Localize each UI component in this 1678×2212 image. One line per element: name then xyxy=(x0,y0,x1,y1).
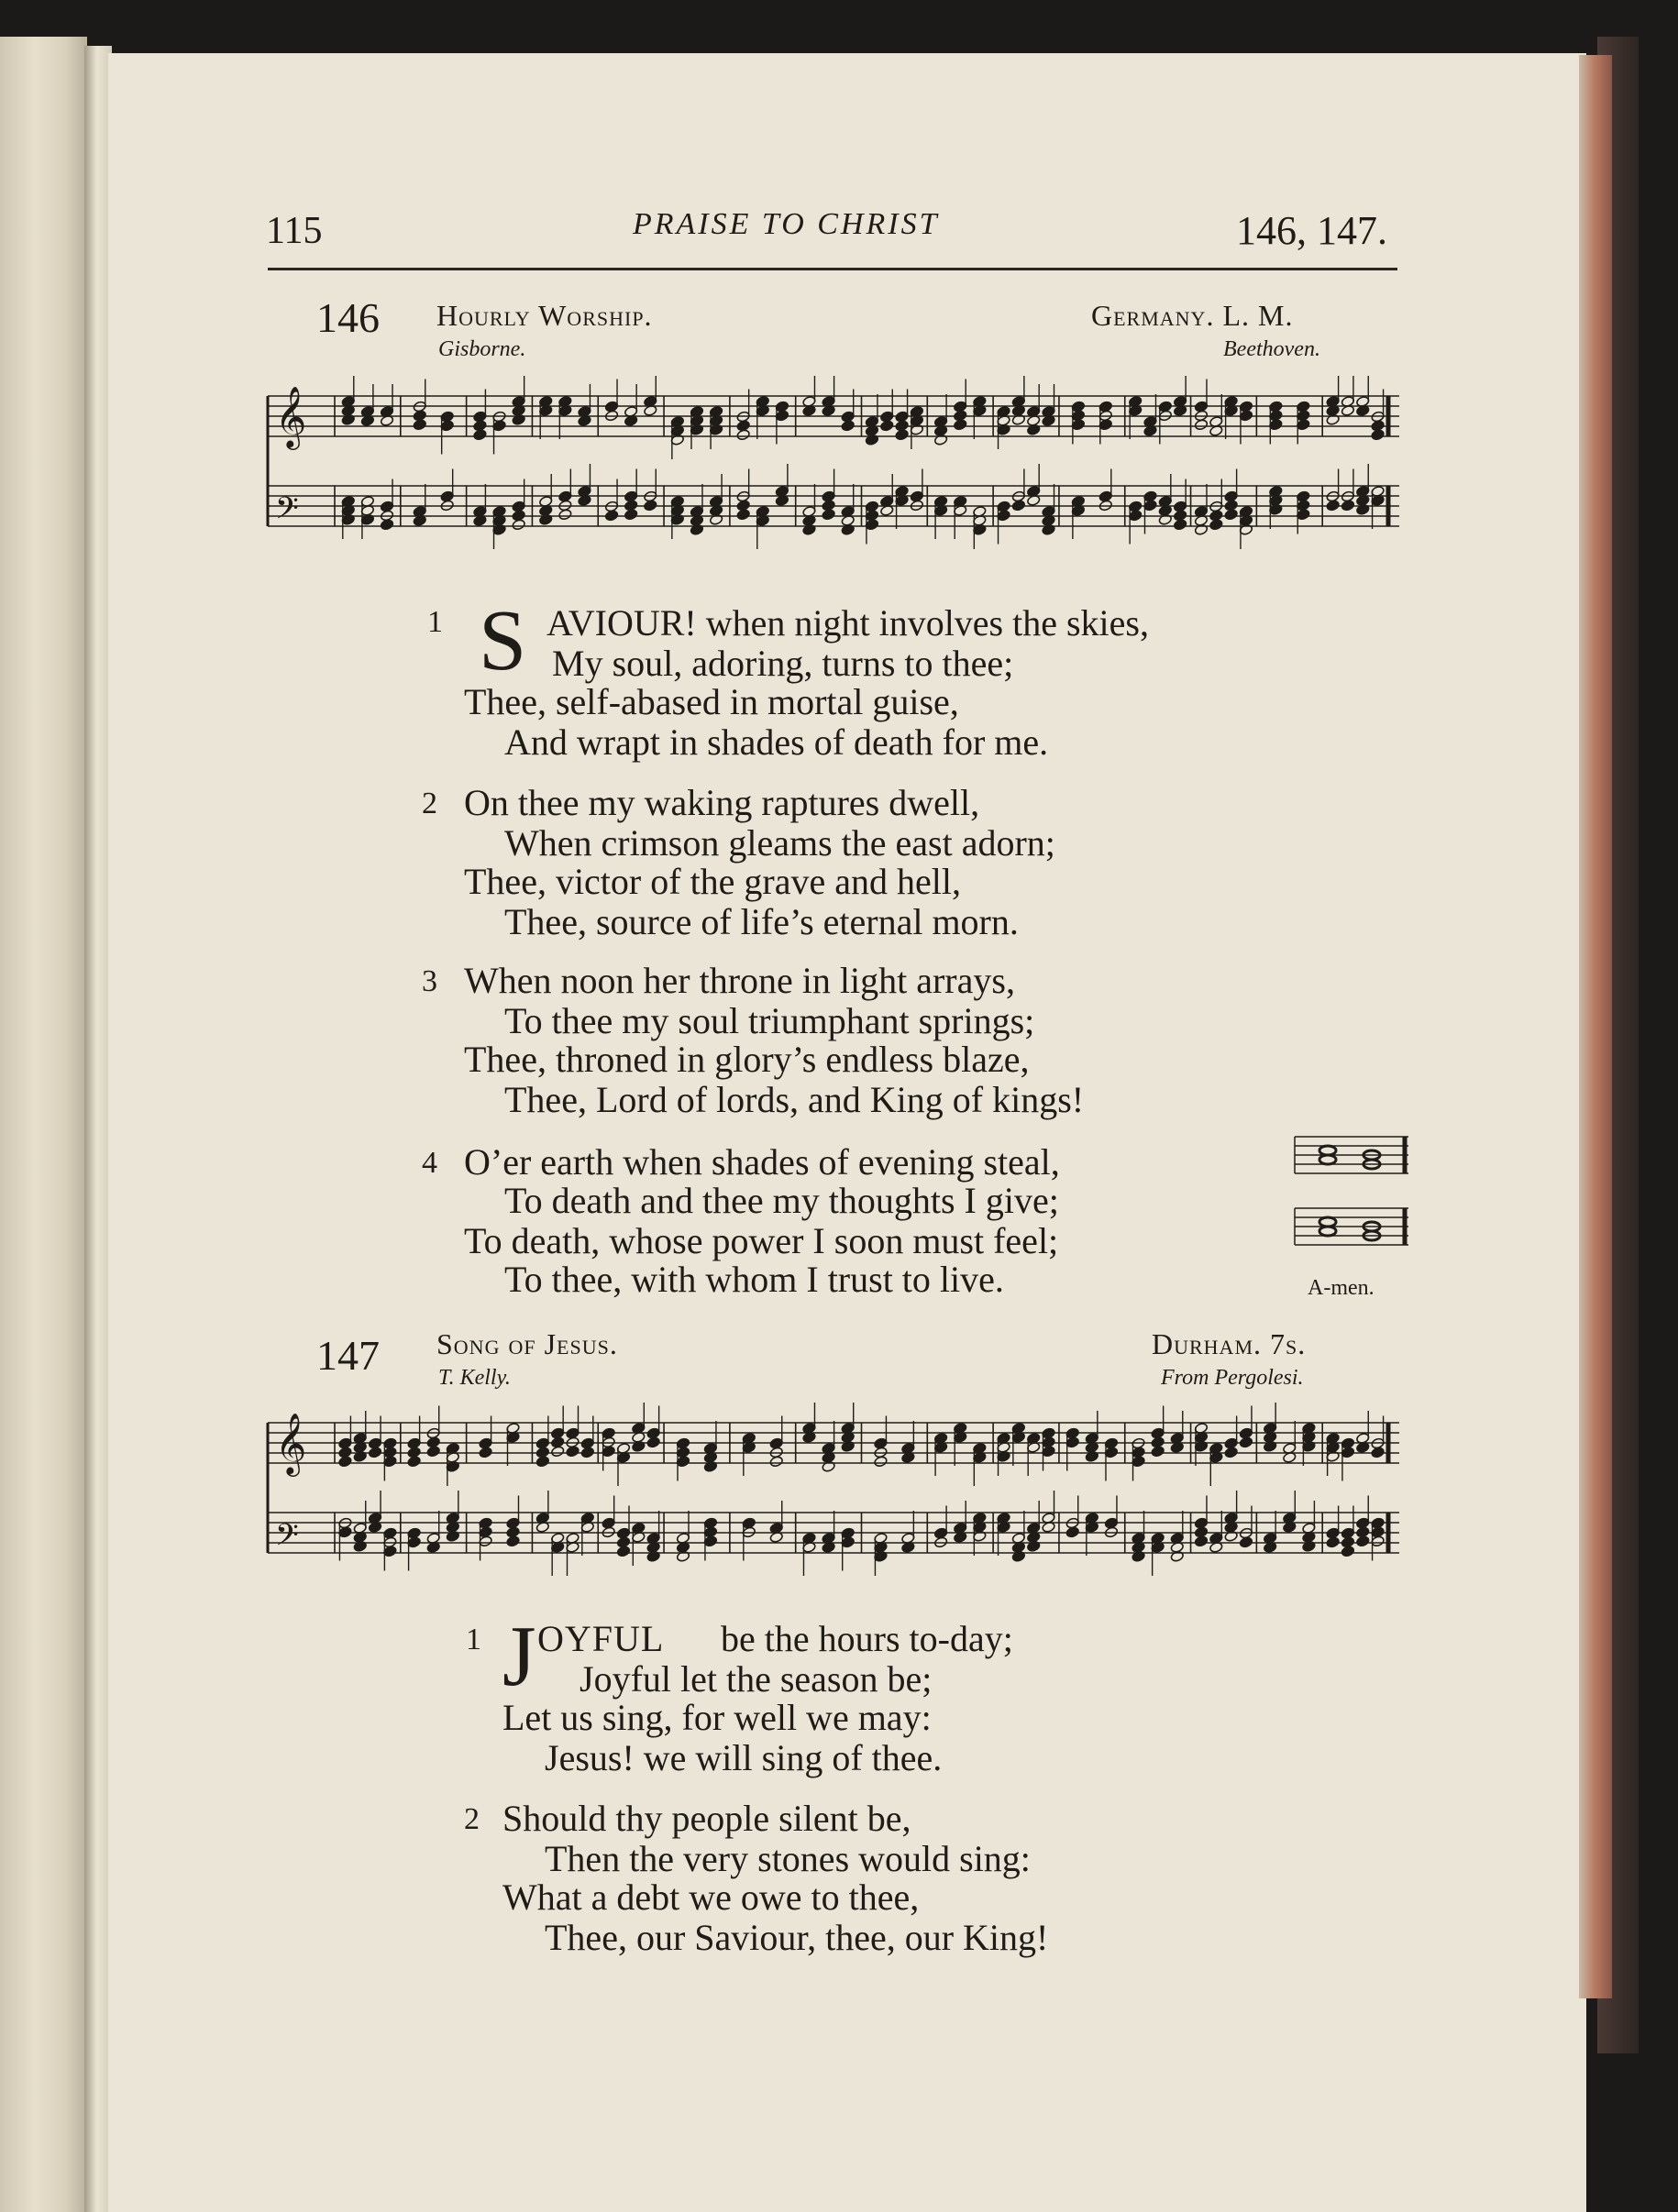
note-head xyxy=(558,509,572,521)
verse-number: 3 xyxy=(422,964,437,998)
verse-line: Thee, victor of the grave and hell, xyxy=(464,861,961,902)
verse-line: AVIOUR! when night involves the skies, xyxy=(546,602,1149,644)
note-head xyxy=(1326,1536,1340,1548)
note-head xyxy=(535,1456,549,1468)
treble-clef: 𝄞 xyxy=(275,385,307,447)
note-head xyxy=(841,420,855,432)
bass-clef: 𝄢 xyxy=(275,1518,299,1560)
verse-line: Thee, Lord of lords, and King of kings! xyxy=(504,1079,1085,1120)
page-number: 115 xyxy=(266,210,323,252)
verse-line: Should thy people silent be, xyxy=(502,1798,911,1839)
note-head xyxy=(580,1447,594,1458)
verse-line: Then the very stones would sing: xyxy=(545,1838,1031,1879)
note-head xyxy=(338,1456,352,1468)
verse-line: be the hours to-day; xyxy=(721,1618,1013,1659)
verse-line: Thee, throned in glory’s endless blaze, xyxy=(464,1039,1030,1080)
note-head xyxy=(506,1535,520,1547)
hymn-147-music-score xyxy=(266,1403,1401,1595)
verse-number: 2 xyxy=(464,1802,480,1836)
verse-line: To thee my soul triumphant springs; xyxy=(504,1000,1035,1041)
note-head xyxy=(646,1436,660,1448)
note-head xyxy=(1151,1446,1165,1458)
verse-line: What a debt we owe to thee, xyxy=(502,1876,920,1918)
verse-line: My soul, adoring, turns to thee; xyxy=(552,643,1014,684)
note-head xyxy=(479,1447,492,1458)
hymn-147-tune: Durham. 7s. xyxy=(1152,1327,1307,1360)
note-head xyxy=(616,1546,630,1557)
note-head xyxy=(895,429,909,441)
verse-line: Thee, our Saviour, thee, our King! xyxy=(545,1917,1049,1958)
note-head xyxy=(551,1446,565,1458)
note-head xyxy=(1371,429,1385,441)
verse-number: 1 xyxy=(466,1623,481,1656)
note-head xyxy=(380,519,393,531)
hymn-147-composer: From Pergolesi. xyxy=(1161,1366,1304,1390)
note-head xyxy=(822,509,835,521)
verse-line: Thee, source of life’s eternal morn. xyxy=(504,901,1019,942)
page-edge-red xyxy=(1579,55,1612,1998)
note-head xyxy=(1319,1155,1336,1164)
hymn-146-music-score xyxy=(266,376,1401,568)
note-head xyxy=(624,509,637,521)
verse-line: Let us sing, for well we may: xyxy=(502,1697,932,1738)
note-head xyxy=(880,420,894,432)
verse-line: When crimson gleams the east adorn; xyxy=(504,822,1055,864)
treble-clef: 𝄞 xyxy=(275,1412,307,1474)
bass-clef: 𝄢 xyxy=(275,491,299,534)
note-head xyxy=(1065,1526,1079,1538)
note-head xyxy=(1173,519,1187,531)
hymn-146-tune: Germany. L. M. xyxy=(1091,299,1294,332)
verse-line: When noon her throne in light arrays, xyxy=(464,960,1015,1001)
note-head xyxy=(1239,1436,1253,1448)
verse-line: O’er earth when shades of evening steal, xyxy=(464,1141,1060,1183)
verse-line: OYFUL xyxy=(537,1618,665,1659)
note-head xyxy=(1341,500,1354,512)
note-head xyxy=(1239,1536,1253,1548)
hymn-146-title: Hourly Worship. xyxy=(436,299,653,332)
verse-line: Joyful let the season be; xyxy=(580,1658,933,1700)
note-head xyxy=(426,1446,440,1458)
verse-line: Jesus! we will sing of thee. xyxy=(545,1737,943,1778)
note-head xyxy=(1341,1546,1354,1557)
note-head xyxy=(1194,419,1208,431)
note-head xyxy=(473,429,487,441)
verse-number: 1 xyxy=(427,605,443,639)
note-head xyxy=(413,419,426,431)
verse-line: On thee my waking raptures dwell, xyxy=(464,782,980,823)
note-head xyxy=(1224,509,1238,521)
drop-cap: J xyxy=(502,1609,536,1704)
hymn-146-author: Gisborne. xyxy=(438,337,526,361)
verse-number: 4 xyxy=(422,1146,437,1180)
note-head xyxy=(512,519,525,531)
note-head xyxy=(1011,500,1025,512)
hymn-147-title: Song of Jesus. xyxy=(436,1327,618,1360)
verse-line: Thee, self-abased in mortal guise, xyxy=(464,681,959,722)
hymn-147-author: T. Kelly. xyxy=(438,1366,511,1390)
verse-line: And wrapt in shades of death for me. xyxy=(504,721,1049,763)
verse-line: To thee, with whom I trust to live. xyxy=(504,1259,1004,1300)
note-head xyxy=(1371,1447,1385,1458)
amen-label: A-men. xyxy=(1308,1276,1374,1300)
hymn-numbers-heading: 146, 147. xyxy=(1236,208,1387,253)
verse-line: To death, whose power I soon must feel; xyxy=(464,1220,1059,1261)
note-head xyxy=(1326,500,1340,512)
note-head xyxy=(407,1456,421,1468)
left-page-edge xyxy=(0,37,87,2212)
note-head xyxy=(604,510,618,522)
note-head xyxy=(1356,1535,1370,1547)
note-head xyxy=(1209,519,1223,531)
note-head xyxy=(954,419,967,431)
note-head xyxy=(644,500,657,512)
note-head xyxy=(1194,1535,1208,1547)
verse-line: To death and thee my thoughts I give; xyxy=(504,1180,1059,1221)
hymn-147-number: 147 xyxy=(316,1332,380,1379)
section-title: PRAISE TO CHRIST xyxy=(633,207,940,241)
note-head xyxy=(874,1456,888,1468)
verse-number: 2 xyxy=(422,787,437,820)
header-rule xyxy=(268,268,1397,270)
note-head xyxy=(769,1456,783,1468)
amen-music-score xyxy=(1291,1117,1416,1272)
note-head xyxy=(736,509,750,521)
note-head xyxy=(736,429,750,441)
note-head xyxy=(368,1447,381,1458)
drop-cap: S xyxy=(479,593,527,688)
hymn-146-number: 146 xyxy=(316,294,380,341)
hymn-146-composer: Beethoven. xyxy=(1223,337,1320,361)
note-head xyxy=(566,1446,580,1458)
note-head xyxy=(1319,1227,1336,1236)
note-head xyxy=(1224,1447,1238,1458)
